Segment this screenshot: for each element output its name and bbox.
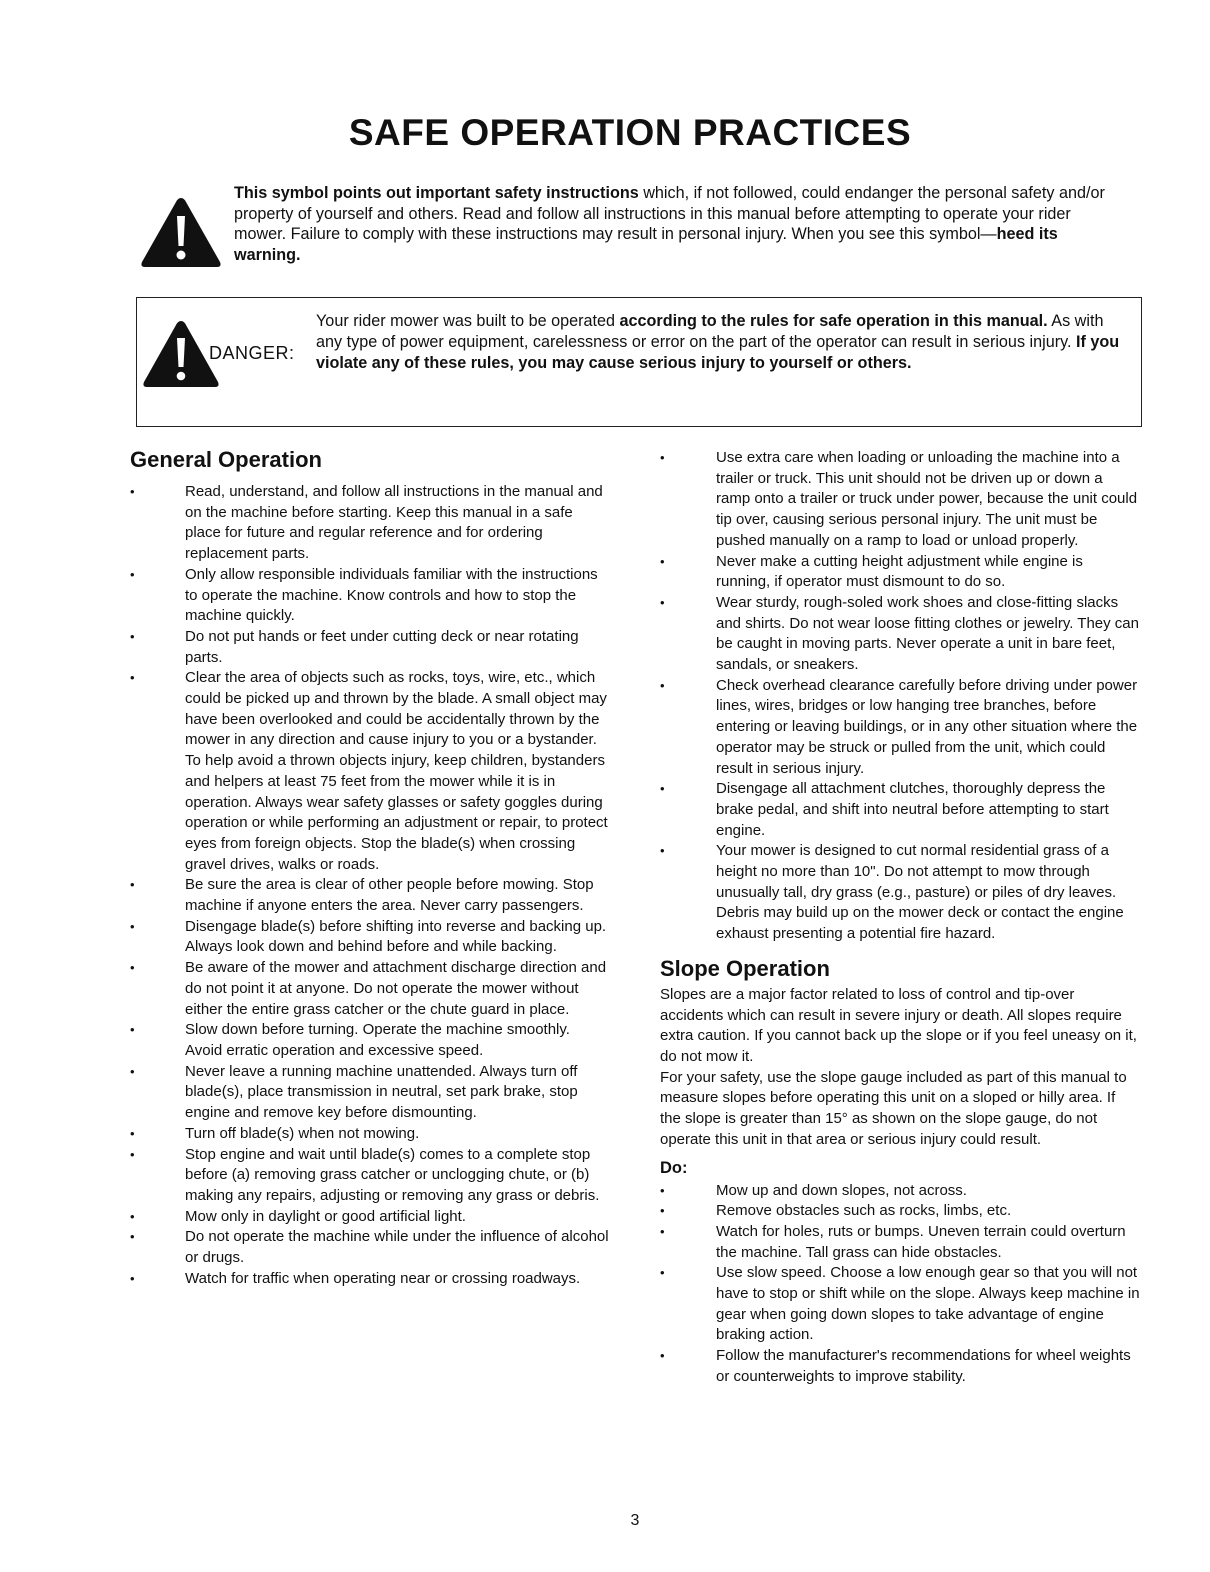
bullet-icon: • xyxy=(130,566,135,582)
bullet-icon: • xyxy=(130,1270,135,1286)
bullet-icon: • xyxy=(660,1182,665,1198)
list-item: • Clear the area of objects such as rocks, toys, wire, etc., which could be picked up and thrown by the blade. A small object may have been overlooked and could be accidentally thrown by the mower in any direction and cause injury to you or a bystander. To help avoid a thrown objects injury, keep children, bystanders and helpers at least 75 feet from the mower while it is in operation. Always wear safety glasses or safety goggles during operation or while performing an adjustment or repair, to protect eyes from foreign objects. Stop the blade(s) when crossing gravel drives, walks or roads. xyxy=(130,669,608,873)
list-item: • Stop engine and wait until blade(s) comes to a complete stop before (a) removing grass catcher or unclogging chute, or (b) making any repairs, adjusting or removing any grass or debris. xyxy=(130,1145,600,1204)
bullet-icon: • xyxy=(130,1146,135,1162)
list-item: • Wear sturdy, rough-soled work shoes and close-fitting slacks and shirts. Do not wear loose fitting clothes or jewelry. They can be caught in moving parts. Never operate a unit in bare feet, sandals, or sneakers. xyxy=(660,593,1139,674)
left-column xyxy=(130,446,610,1289)
list-item: • Turn off blade(s) when not mowing. xyxy=(130,1124,610,1145)
bullet-icon: • xyxy=(130,670,135,686)
list-item: • Be aware of the mower and attachment discharge direction and do not point it at anyone. Do not operate the mower without either the entire grass catcher or the chute guard in place. xyxy=(130,959,607,1018)
warning-triangle-icon xyxy=(138,194,224,270)
list-item: • Disengage blade(s) before shifting into reverse and backing up. Always look down and behind before and while backing. xyxy=(130,917,607,956)
bullet-icon: • xyxy=(130,918,135,934)
bullet-icon: • xyxy=(660,553,665,569)
list-item: • Be sure the area is clear of other people before mowing. Stop machine if anyone enters the area. Never carry passengers. xyxy=(130,876,594,915)
bullet-icon: • xyxy=(130,1229,135,1245)
list-item: • Slow down before turning. Operate the machine smoothly. Avoid erratic operation and excessive speed. xyxy=(130,1021,570,1059)
list-item: • Only allow responsible individuals familiar with the instructions to operate the machine. Know controls and how to stop the machine quickly. xyxy=(130,565,598,625)
list-item: • Do not put hands or feet under cutting deck or near rotating parts. xyxy=(130,627,579,666)
danger-text-1: Your rider mower was built to be operated xyxy=(316,312,620,330)
bullet-icon: • xyxy=(660,677,665,693)
list-item: • Never make a cutting height adjustment while engine is running, if operator must dismount to do so. xyxy=(660,552,1083,591)
bullet-icon: • xyxy=(130,877,135,893)
bullet-icon: • xyxy=(660,781,665,797)
list-item: • Your mower is designed to cut normal residential grass of a height no more than 10". Do not attempt to mow through unusually tall, dry grass (e.g., pasture) or piles of dry leaves. Debris may build up on the mower deck or contact the engine exhaust presenting a potential fire hazard. xyxy=(660,842,1124,943)
danger-text xyxy=(316,311,1128,374)
slope-operation-heading: Slope Operation xyxy=(660,955,830,981)
do-heading: Do: xyxy=(660,1158,688,1177)
list-item: • Remove obstacles such as rocks, limbs, etc. xyxy=(660,1201,1140,1222)
bullet-icon: • xyxy=(660,1223,665,1239)
bullet-icon: • xyxy=(660,1348,665,1364)
section-gap xyxy=(660,945,1140,955)
list-item: • Disengage all attachment clutches, thoroughly depress the brake pedal, and shift into neutral before attempting to start engine. xyxy=(660,780,1109,839)
general-operation-cont-list xyxy=(660,448,1140,945)
general-operation-heading: General Operation xyxy=(130,447,322,472)
list-item: • Read, understand, and follow all instructions in the manual and on the machine before starting. Keep this manual in a safe place for future and regular reference and for ordering replacement parts. xyxy=(130,483,603,563)
bullet-icon: • xyxy=(130,628,135,644)
bullet-icon: • xyxy=(130,1208,135,1224)
bullet-icon: • xyxy=(660,594,665,610)
list-item: • Mow only in daylight or good artificial light. xyxy=(130,1207,610,1228)
right-column xyxy=(660,448,1140,1388)
list-item: • Check overhead clearance carefully before driving under power lines, wires, bridges or low hanging tree branches, before entering or leaving buildings, or in any other situation where the operator may be struck or pulled from the unit, which could result in serious injury. xyxy=(660,676,1138,777)
list-item: • Watch for traffic when operating near or crossing roadways. xyxy=(130,1269,610,1290)
list-item: • Watch for holes, ruts or bumps. Uneven terrain could overturn the machine. Tall grass can hide obstacles. xyxy=(660,1222,1126,1261)
danger-bold-2: If you violate any of these rules, you may cause serious injury to yourself or others. xyxy=(316,333,1120,372)
page-number: 3 xyxy=(630,1512,640,1529)
bullet-icon: • xyxy=(130,1063,135,1079)
bullet-icon: • xyxy=(130,1125,135,1141)
slope-paragraph-1: Slopes are a major factor related to loss of control and tip-over accidents which can result in severe injury or death. All slopes require extra caution. If you cannot back up the slope or if you feel uneasy on it, do not mow it. xyxy=(660,985,1137,1065)
bullet-icon: • xyxy=(660,843,665,859)
page-title: SAFE OPERATION PRACTICES xyxy=(348,112,912,153)
bullet-icon: • xyxy=(660,450,665,465)
danger-text-2: As with any type of power equipment, carelessness or error on the part of the operator can result in serious injury. xyxy=(316,312,1104,351)
bullet-icon: • xyxy=(660,1203,665,1219)
bullet-icon: • xyxy=(660,1265,665,1281)
intro-text: which, if not followed, could endanger the personal safety and/or property of yourself and others. Read and follow all instructions in this manual before attempting to operate your rider mower. Failure to comply with these instructions may result in personal injury. When you see this symbol— xyxy=(234,184,1105,243)
danger-bold-1: according to the rules for safe operation in this manual. xyxy=(619,312,1048,330)
intro-bold-tail: heed its warning. xyxy=(234,225,1058,264)
list-item: • Do not operate the machine while under the influence of alcohol or drugs. xyxy=(130,1228,609,1267)
intro-paragraph xyxy=(234,183,1114,265)
list-item: • Never leave a running machine unattended. Always turn off blade(s), place transmission in neutral, set park brake, stop engine and remove key before dismounting. xyxy=(130,1062,578,1122)
bullet-icon: • xyxy=(130,1022,135,1038)
list-item: • Use extra care when loading or unloading the machine into a trailer or truck. This unit should not be driven up or down a ramp onto a trailer or truck under power, because the unit could tip over, causing serious personal injury. The unit must be pushed manually on a ramp to load or unload properly. xyxy=(660,449,1138,549)
list-item: • Follow the manufacturer's recommendations for wheel weights or counterweights to improve stability. xyxy=(660,1347,1131,1385)
list-item: • Mow up and down slopes, not across. xyxy=(660,1181,1140,1202)
intro-bold-lead: This symbol points out important safety instructions xyxy=(234,184,639,202)
danger-label: DANGER: xyxy=(209,343,295,363)
general-operation-list xyxy=(130,482,610,1289)
bullet-icon: • xyxy=(130,484,135,499)
bullet-icon: • xyxy=(130,960,135,976)
do-list xyxy=(660,1181,1140,1388)
list-item: • Use slow speed. Choose a low enough gear so that you will not have to stop or shift while on the slope. Always keep machine in gear when going down slopes to take advantage of engine braking action. xyxy=(660,1264,1140,1344)
slope-paragraph-2: For your safety, use the slope gauge included as part of this manual to measure slopes before operating this unit on a sloped or hilly area. If the slope is greater than 15° as shown on the slope gauge, do not operate this unit in that area or serious injury could result. xyxy=(660,1068,1127,1148)
